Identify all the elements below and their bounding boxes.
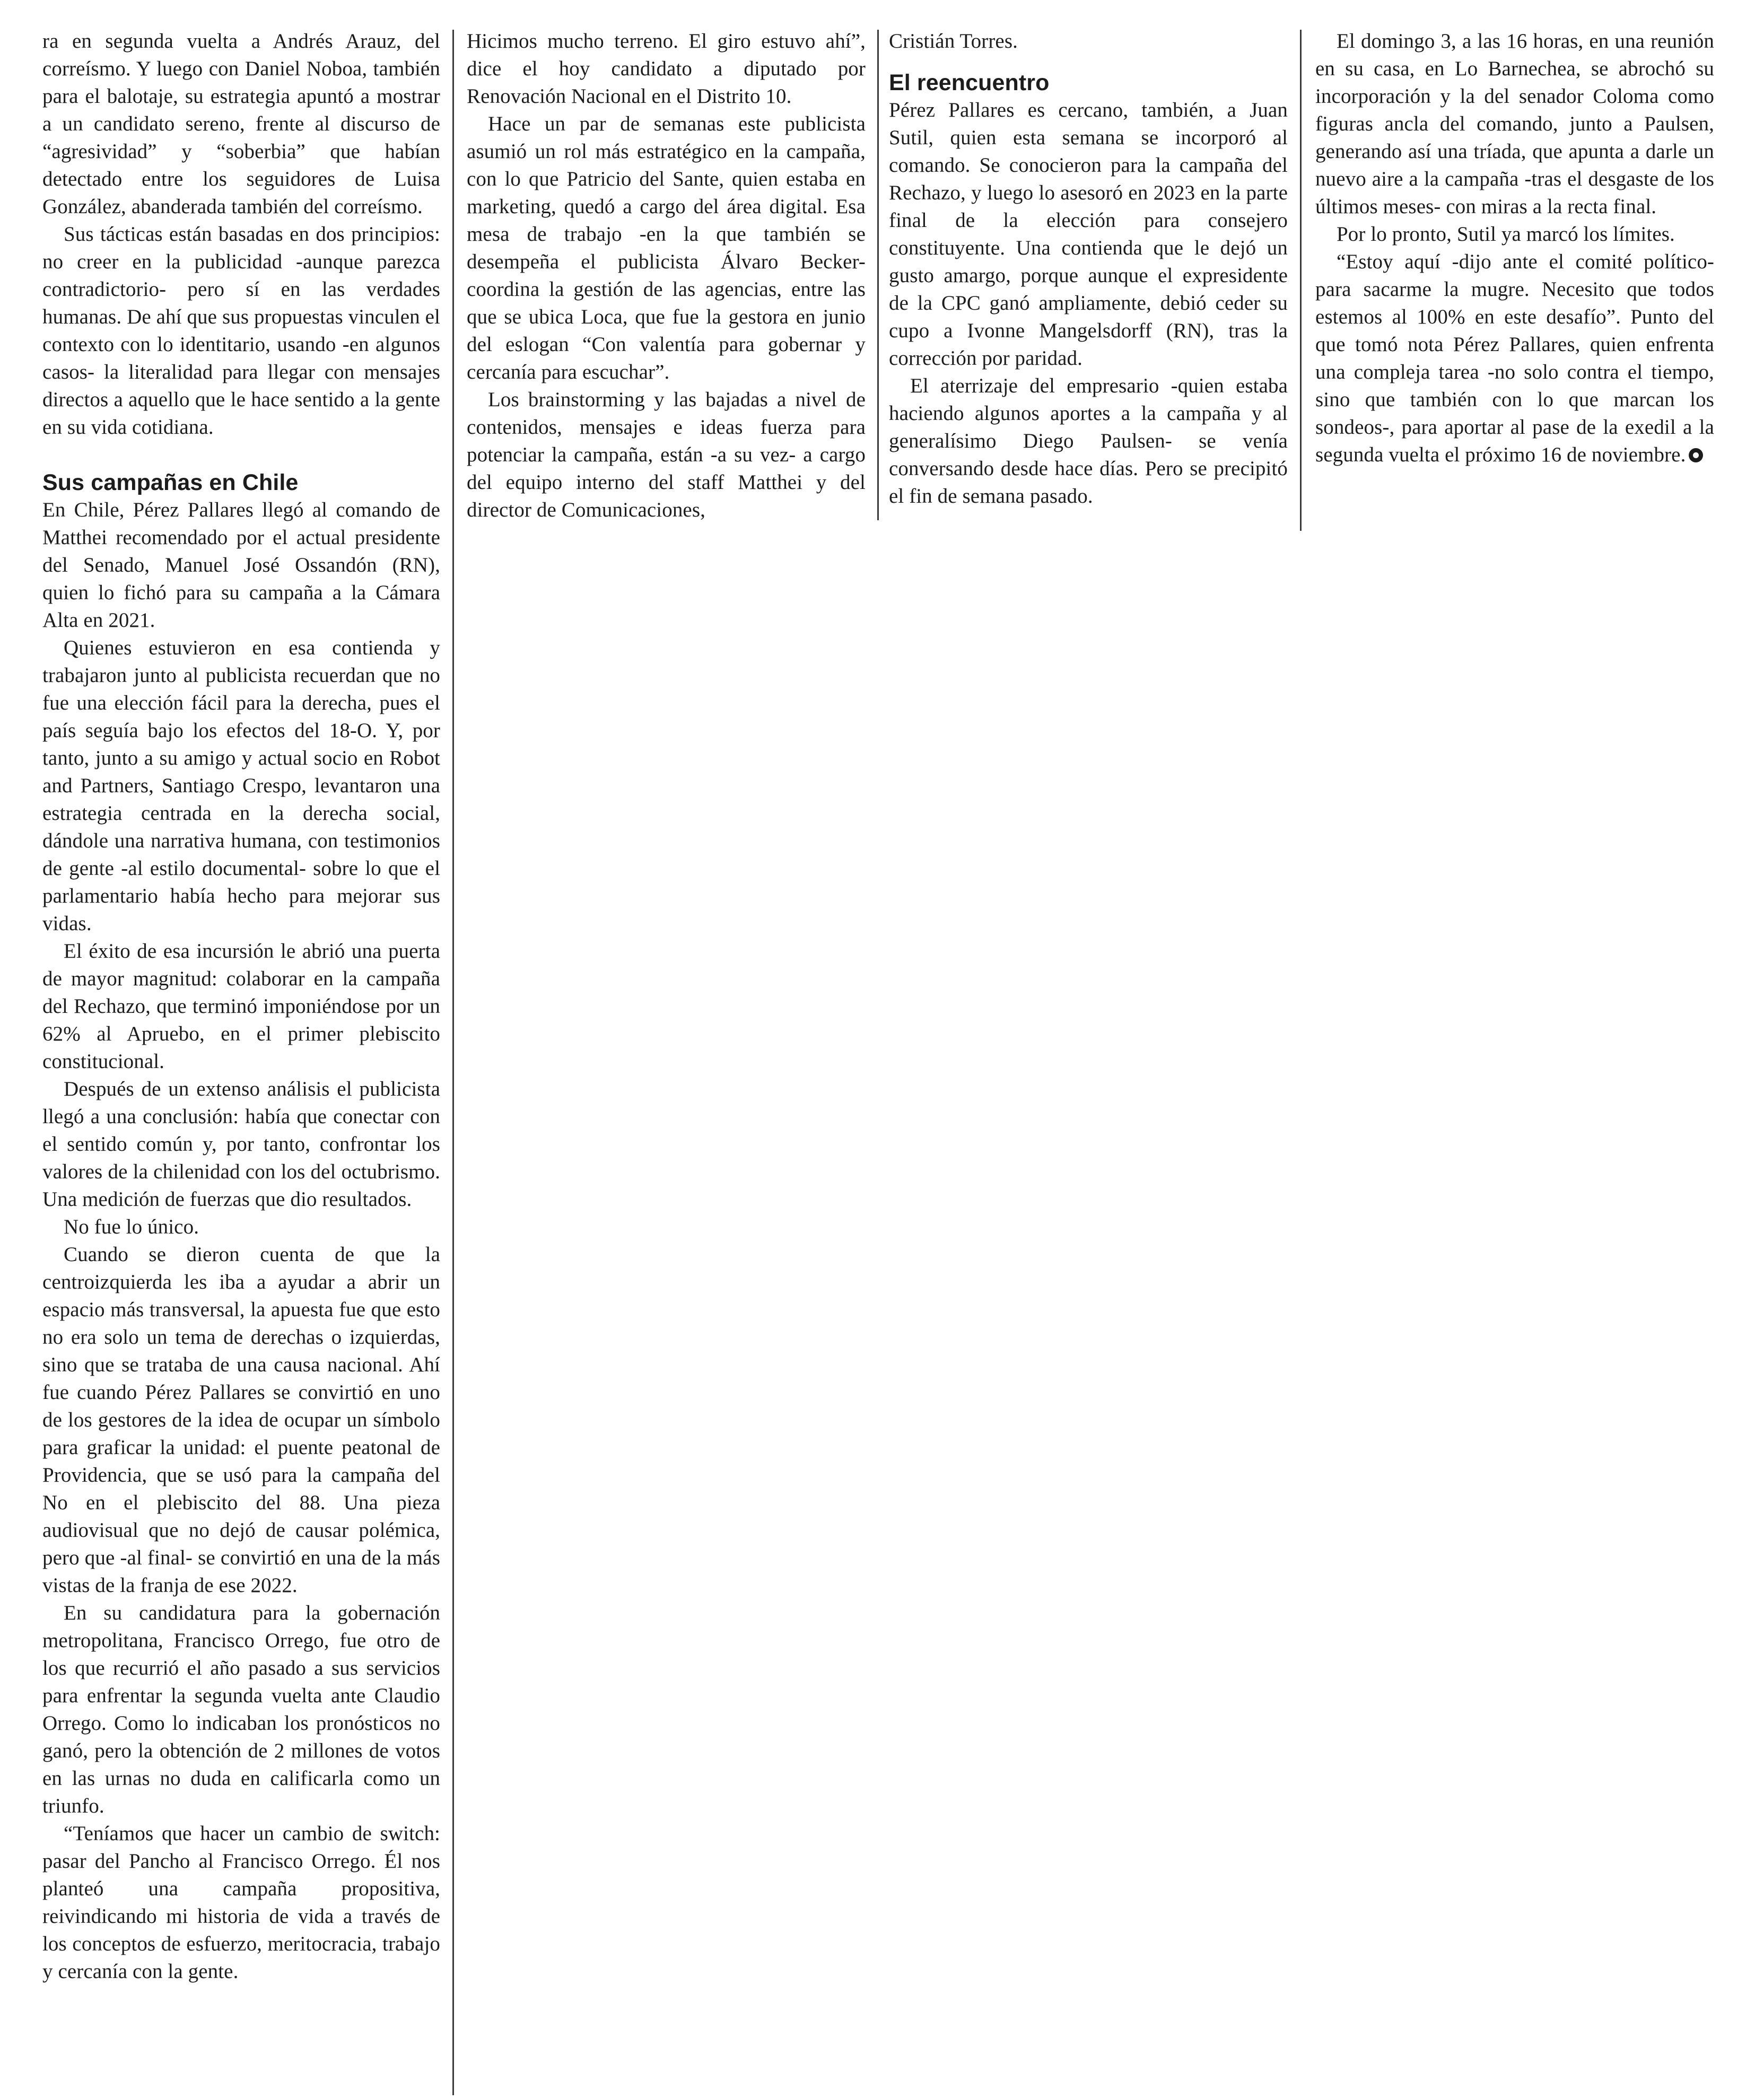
column-divider [877,30,879,520]
paragraph: Cuando se dieron cuenta de que la centroizquierda les iba a ayudar a abrir un espacio más transversal, la apuesta fue que esto no era solo un tema de derechas o izquierdas, sino que se trataba de una causa nacional. Ahí fue cuando Pérez Pallares se convirtió en uno de los gestores de la idea de ocupar un símbolo para graficar la unidad: el puente peatonal de Providencia, que se usó para la campaña del No en el plebiscito del 88. Una pieza audiovisual que no dejó de causar polémica, pero que -al final- se convirtió en una de la más vistas de la franja de ese 2022. [42,1243,440,1597]
column-divider [452,30,454,2095]
paragraph: En su candidatura para la gobernación metropolitana, Francisco Orrego, fue otro de los que recurrió el año pasado a sus servicios para enfrentar la segunda vuelta ante Claudio Orrego. Como lo indicaban los pronósticos no ganó, pero la obtención de 2 millones de votos en las urnas no duda en calificarla como un triunfo. [42,1602,440,1817]
paragraph: Hace un par de semanas este publicista asumió un rol más estratégico en la campaña, con lo que Patricio del Sante, quien estaba en marketing, quedó a cargo del área digital. Esa mesa de trabajo -en la que también se desempeña el publicista Álvaro Becker- coordina la gestión de las agencias, entre las que se ubica Loca, que fue la gestora en junio del eslogan “Con valentía para gobernar y cercanía para escuchar”. [467,112,866,383]
paragraph: El aterrizaje del empresario -quien estaba haciendo algunos aportes a la campaña y al generalísimo Diego Paulsen- se venía conversando desde hace días. Pero se precipitó el fin de semana pasado. [889,374,1288,508]
paragraph: Por lo pronto, Sutil ya marcó los límites. [1337,223,1675,246]
article-column-1 [42,28,440,1985]
paragraph: Hicimos mucho terreno. El giro estuvo ahí”, dice el hoy candidato a diputado por Renovación Nacional en el Distrito 10. [467,30,866,108]
article-column-3 [889,28,1288,510]
paragraph-final [1315,248,1714,469]
paragraph: Sus tácticas están basadas en dos principios: no creer en la publicidad -aunque parezca contradictorio- pero sí en las verdades humanas. De ahí que sus propuestas vinculen el contexto con lo identitario, usando -en algunos casos- la literalidad para llegar con mensajes directos a aquello que le hace sentido a la gente en su vida cotidiana. [42,223,440,439]
article-column-4 [1315,28,1714,469]
paragraph: El domingo 3, a las 16 horas, en una reunión en su casa, en Lo Barnechea, se abrochó su incorporación y la del senador Coloma como figuras ancla del comando, junto a Paulsen, generando así una tríada, que apunta a darle un nuevo aire a la campaña -tras el desgaste de los últimos meses- con miras a la recta final. [1315,30,1714,218]
paragraph: Cristián Torres. [889,30,1018,52]
paragraph: El éxito de esa incursión le abrió una puerta de mayor magnitud: colaborar en la campaña del Rechazo, que terminó imponiéndose por un 62% al Apruebo, en el primer plebiscito constitucional. [42,940,440,1073]
paragraph: “Teníamos que hacer un cambio de switch: pasar del Pancho al Francisco Orrego. Él nos planteó una campaña propositiva, reivindicando mi historia de vida a través de los conceptos de esfuerzo, meritocracia, trabajo y cercanía con la gente. [42,1822,440,1983]
paragraph: En Chile, Pérez Pallares llegó al comando de Matthei recomendado por el actual presidente del Senado, Manuel José Ossandón (RN), quien lo fichó para su campaña a la Cámara Alta en 2021. [42,498,440,632]
section-subhead: Sus campañas en Chile [42,470,299,495]
paragraph: ra en segunda vuelta a Andrés Arauz, del correísmo. Y luego con Daniel Noboa, también para el balotaje, su estrategia apuntó a mostrar a un candidato sereno, frente al discurso de “agresividad” y “soberbia” que habían detectado entre los seguidores de Luisa González, abanderada también del correísmo. [42,30,440,218]
paragraph-text: “Estoy aquí -dijo ante el comité político- para sacarme la mugre. Necesito que todos estemos al 100% en este desafío”. Punto del que tomó nota Pérez Pallares, quien enfrenta una compleja tarea -no solo contra el tiempo, sino que también con lo que marcan los sondeos-, para aportar al pase de la exedil a la segunda vuelta el próximo 16 de noviembre. [1315,250,1714,466]
paragraph: Los brainstorming y las bajadas a nivel de contenidos, mensajes e ideas fuerza para potenciar la campaña, están -a su vez- a cargo del equipo interno del staff Matthei y del director de Comunicaciones, [467,388,866,521]
paragraph: Después de un extenso análisis el publicista llegó a una conclusión: había que conectar con el sentido común y, por tanto, confrontar los valores de la chilenidad con los del octubrismo. Una medición de fuerzas que dio resultados. [42,1078,440,1211]
paragraph: No fue lo único. [64,1215,199,1238]
article-column-2 [467,28,866,524]
section-subhead: El reencuentro [889,70,1050,95]
paragraph: Pérez Pallares es cercano, también, a Juan Sutil, quien esta semana se incorporó al comando. Se conocieron para la campaña del Rechazo, y luego lo asesoró en 2023 en la parte final de la elección para consejero constituyente. Una contienda que le dejó un gusto amargo, porque aunque el expresidente de la CPC ganó ampliamente, debió ceder su cupo a Ivonne Mangelsdorff (RN), tras la corrección por paridad. [889,99,1288,370]
paragraph: Quienes estuvieron en esa contienda y trabajaron junto al publicista recuerdan que no fue una elección fácil para la derecha, pues el país seguía bajo los efectos del 18-O. Y, por tanto, junto a su amigo y actual socio en Robot and Partners, Santiago Crespo, levantaron una estrategia centrada en la derecha social, dándole una narrativa humana, con testimonios de gente -al estilo documental- sobre lo que el parlamentario había hecho para mejorar sus vidas. [42,636,440,935]
end-of-article-icon [1689,448,1703,462]
column-divider [1300,30,1302,531]
